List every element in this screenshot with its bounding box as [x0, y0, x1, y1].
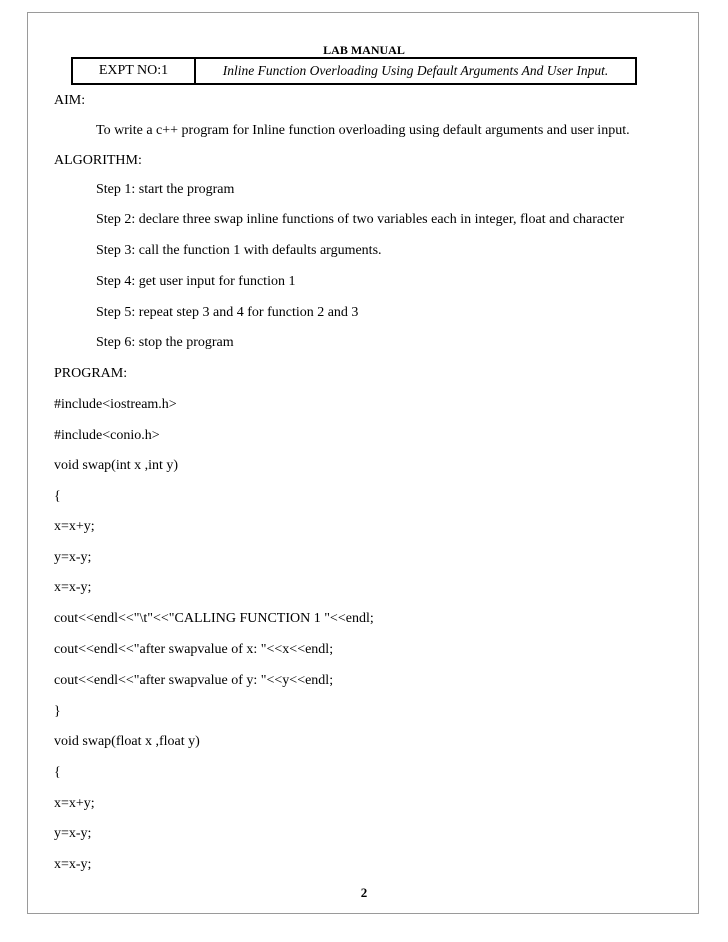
- code-line: x=x+y;: [54, 796, 95, 811]
- code-line: void swap(int x ,int y): [54, 458, 179, 473]
- code-line: cout<<endl<<"after swapvalue of y: "<<y<<endl;: [54, 673, 334, 688]
- algorithm-step: Step 6: stop the program: [96, 335, 234, 350]
- aim-heading: AIM:: [54, 93, 86, 108]
- aim-text: To write a c++ program for Inline function overloading using default arguments and user input.: [96, 123, 630, 138]
- code-line: x=x-y;: [54, 857, 92, 872]
- code-line: {: [54, 489, 61, 504]
- code-line: void swap(float x ,float y): [54, 734, 200, 749]
- algorithm-step: Step 2: declare three swap inline functions of two variables each in integer, float and character: [96, 212, 625, 227]
- code-line: {: [54, 765, 61, 780]
- code-line: y=x-y;: [54, 550, 92, 565]
- code-line: }: [54, 704, 61, 719]
- algorithm-step: Step 4: get user input for function 1: [96, 274, 296, 289]
- code-line: #include<iostream.h>: [54, 397, 177, 412]
- code-line: y=x-y;: [54, 826, 92, 841]
- page-number: 2: [360, 885, 368, 900]
- code-line: #include<conio.h>: [54, 428, 160, 443]
- algorithm-step: Step 1: start the program: [96, 182, 235, 197]
- algorithm-heading: ALGORITHM:: [54, 153, 142, 168]
- experiment-title: Inline Function Overloading Using Default Arguments And User Input.: [222, 63, 609, 78]
- code-line: cout<<endl<<"after swapvalue of x: "<<x<<endl;: [54, 642, 334, 657]
- algorithm-step: Step 5: repeat step 3 and 4 for function 2 and 3: [96, 305, 359, 320]
- code-line: cout<<endl<<"\t"<<"CALLING FUNCTION 1 "<<endl;: [54, 611, 374, 626]
- code-line: x=x-y;: [54, 580, 92, 595]
- algorithm-step: Step 3: call the function 1 with defaults arguments.: [96, 243, 382, 258]
- program-heading: PROGRAM:: [54, 366, 128, 381]
- code-line: x=x+y;: [54, 519, 95, 534]
- experiment-number: EXPT NO:1: [73, 59, 196, 83]
- experiment-header-box: [71, 57, 637, 85]
- page-header-title: LAB MANUAL: [323, 43, 405, 57]
